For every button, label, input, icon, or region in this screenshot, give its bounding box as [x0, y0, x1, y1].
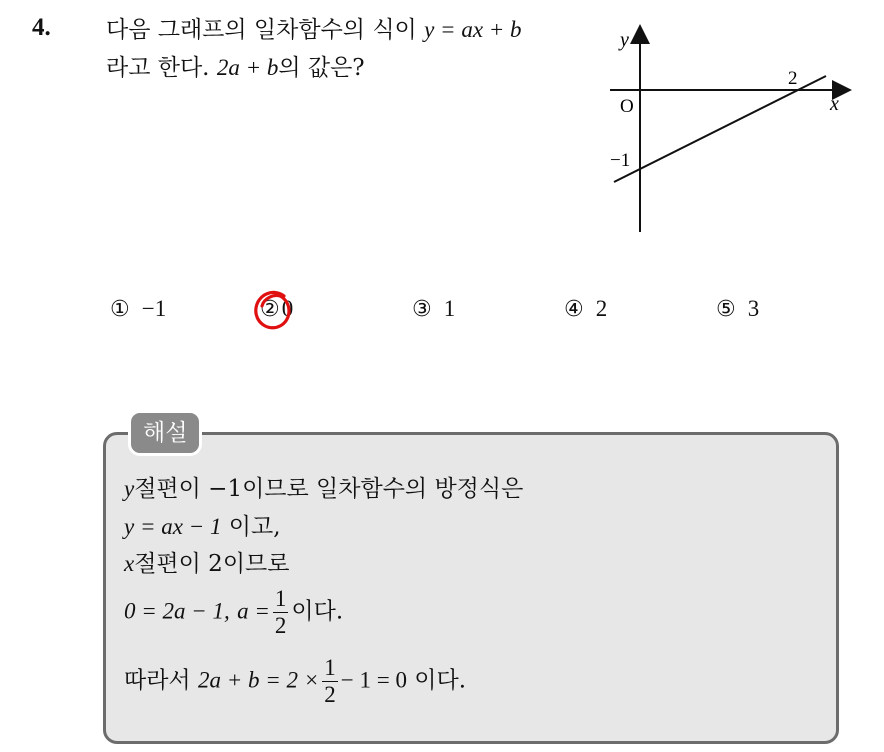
solution-equation-a: a = [237, 598, 270, 624]
choice-3[interactable] [412, 296, 455, 322]
choice-value: 2 [595, 296, 608, 321]
fraction-one-half-2 [322, 655, 338, 708]
var-y: y [124, 476, 135, 501]
function-graph [600, 20, 856, 240]
origin-label: O [620, 96, 634, 117]
question-expression: 2a + b [216, 55, 279, 80]
solution-equation-tail: − 1 = 0 [340, 667, 407, 693]
fraction-one-half [273, 586, 289, 639]
choice-value: −1 [141, 296, 167, 321]
solution-equation: y = ax − 1 [124, 514, 222, 539]
answer-circle-mark [250, 286, 298, 334]
question-text-3: 의 값은? [278, 55, 365, 81]
solution-text: 따라서 [124, 667, 191, 694]
question-number: 4. [32, 14, 51, 41]
choice-value: 3 [747, 296, 760, 321]
solution-text: 이고, [228, 514, 281, 540]
choice-mark: ⑤ [716, 297, 736, 322]
question-equation: y = ax + b [424, 17, 522, 42]
solution-equation: 2a + b = 2 × [197, 667, 320, 693]
choice-1[interactable] [110, 296, 166, 322]
choice-4[interactable] [564, 296, 607, 322]
choice-mark: ② [260, 297, 280, 322]
question-line-1 [106, 14, 522, 46]
function-line [614, 76, 826, 182]
choice-value: 1 [443, 296, 456, 321]
choice-value: 0 [281, 296, 294, 321]
y-axis-label: y [620, 29, 629, 51]
solution-title: 해설 [128, 410, 202, 456]
solution-equation: 0 = 2a − 1, [124, 598, 230, 624]
question-line-2 [106, 52, 365, 84]
fraction-denominator: 2 [274, 613, 287, 638]
solution-line-3 [124, 545, 289, 578]
question-text-2: 라고 한다. [106, 55, 210, 81]
x-axis-label: x [830, 93, 839, 115]
var-x: x [124, 551, 135, 576]
solution-text: 이다. [414, 667, 467, 694]
choice-mark: ④ [564, 297, 584, 322]
solution-line-2 [124, 508, 281, 541]
question-text: 다음 그래프의 일차함수의 식이 [106, 17, 417, 43]
fraction-numerator: 1 [274, 586, 287, 611]
y-intercept-label: −1 [610, 150, 631, 171]
solution-text: 절편이 2이므로 [134, 551, 290, 577]
solution-text: 이다. [291, 598, 344, 625]
solution-line-1 [124, 470, 523, 503]
fraction-numerator: 1 [324, 655, 336, 680]
solution-text: 절편이 −1이므로 일차함수의 방정식은 [134, 476, 524, 502]
solution-line-4 [124, 586, 343, 639]
choice-5[interactable] [716, 296, 759, 322]
choice-mark: ③ [412, 297, 432, 322]
solution-line-5 [124, 655, 466, 708]
choice-mark: ① [110, 297, 130, 322]
fraction-denominator: 2 [324, 682, 336, 707]
x-intercept-label: 2 [788, 68, 798, 89]
